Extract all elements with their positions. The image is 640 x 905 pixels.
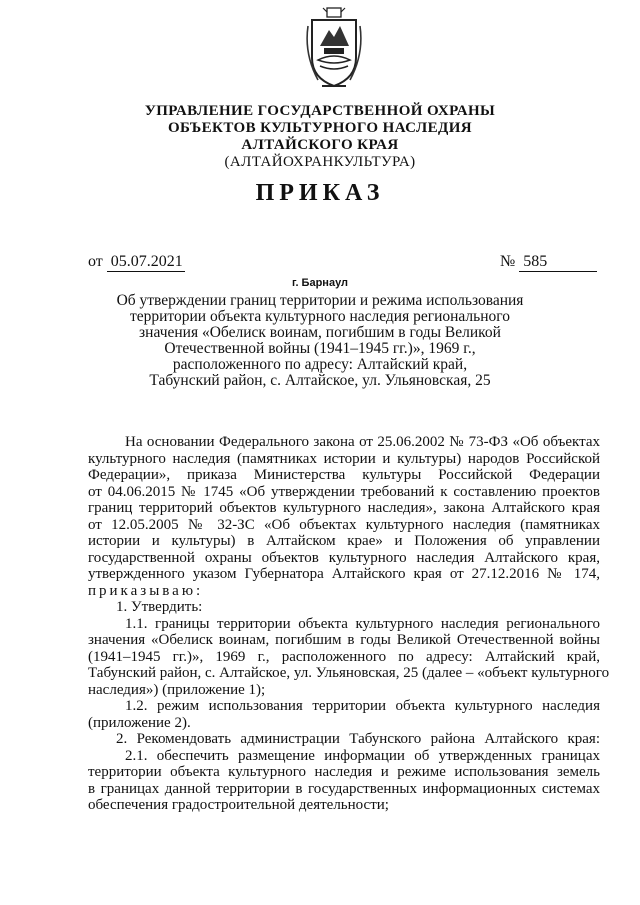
city-name: г. Барнаул	[291, 277, 349, 289]
body-line: от 04.06.2015 № 1745 «Об утверждении требований к составлению проектов	[88, 483, 600, 500]
subject-line: Отечественной войны (1941–1945 гг.)», 1969 г.,	[164, 340, 476, 357]
body-line: На основании Федерального закона от 25.06.2002 № 73-ФЗ «Об объектах	[125, 434, 600, 450]
org-name-line: АЛТАЙСКОГО КРАЯ	[241, 137, 399, 153]
item-2: 2. Рекомендовать администрации Табунского района Алтайского края:	[116, 731, 600, 747]
subject-line: Табунский район, с. Алтайское, ул. Ульяновская, 25	[149, 372, 491, 389]
body-line: Федерации», приказа Министерства культуры Российской Федерации	[88, 467, 600, 483]
body-line: культурного наследия (памятниках истории и культуры) народов Российской	[88, 450, 600, 467]
number-value: 585	[519, 253, 597, 272]
org-name-line: ОБЪЕКТОВ КУЛЬТУРНОГО НАСЛЕДИЯ	[167, 120, 473, 136]
number-prefix: №	[500, 253, 516, 270]
subject-line: территории объекта культурного наследия регионального	[129, 308, 511, 325]
subject-line: Об утверждении границ территории и режима использования	[116, 292, 524, 309]
body-line: наследия») (приложение 1);	[88, 681, 266, 698]
item-1-2: 1.2. режим использования территории объекта культурного наследия	[125, 698, 600, 714]
organization-header	[60, 103, 580, 171]
org-name-line: УПРАВЛЕНИЕ ГОСУДАРСТВЕННОЙ ОХРАНЫ	[144, 103, 496, 119]
item-1-1: 1.1. границы территории объекта культурного наследия регионального	[125, 615, 600, 632]
document-type-title: ПРИКАЗ	[255, 180, 385, 206]
item-1: 1. Утвердить:	[116, 599, 203, 615]
body-line: территории объекта культурного наследия и режиме использования земель	[88, 764, 600, 780]
item-2-1: 2.1. обеспечить размещение информации об утвержденных границах	[125, 747, 600, 764]
body-line: от 12.05.2005 № 32-ЗС «Об объектах культурного наследия (памятниках	[88, 516, 600, 533]
body-line: Табунский район, с. Алтайское, ул. Ульяновская, 25 (далее – «объект культурного	[88, 665, 610, 681]
coat-of-arms-icon	[304, 6, 364, 92]
subject-line: значения «Обелиск воинам, погибшим в годы Великой	[139, 324, 501, 341]
subject-line: расположенного по адресу: Алтайский край,	[172, 356, 468, 373]
order-date	[88, 253, 185, 272]
body-line: государственной охраны объектов культурного наследия Алтайского края,	[88, 549, 600, 566]
order-number	[500, 253, 597, 272]
order-body	[88, 434, 610, 814]
date-prefix: от	[88, 253, 103, 270]
body-line: границ территорий объектов культурного наследия», закона Алтайского края	[88, 500, 600, 516]
body-line: истории и культуры) в Алтайском крае» и Положения об управлении	[88, 533, 600, 549]
date-value: 05.07.2021	[107, 253, 185, 272]
body-line: утвержденного указом Губернатора Алтайского края от 27.12.2016 № 174,	[88, 566, 600, 582]
body-line: в границах данной территории в государственных информационных системах	[88, 780, 600, 797]
org-short-name: (АЛТАЙОХРАНКУЛЬТУРА)	[224, 154, 416, 170]
body-line: (1941–1945 гг.)», 1969 г., расположенного по адресу: Алтайский край,	[88, 648, 600, 665]
body-line: (приложение 2).	[88, 714, 191, 731]
body-line: обеспечения градостроительной деятельности;	[88, 797, 389, 813]
order-subject	[100, 293, 540, 389]
body-line: значения «Обелиск воинам, погибшим в годы Великой Отечественной войны	[88, 632, 600, 648]
order-directive: приказываю:	[88, 582, 204, 599]
